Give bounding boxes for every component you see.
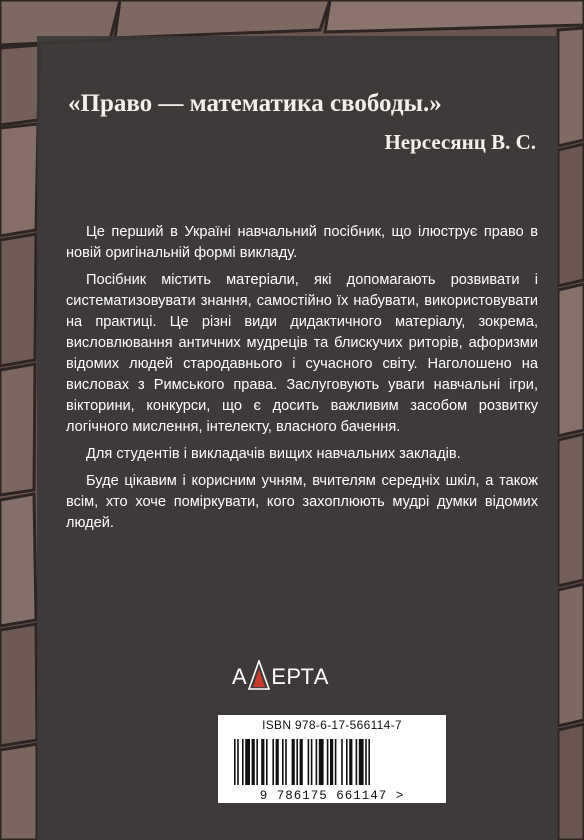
epigraph-author: Нерсесянц В. С. [384, 130, 536, 154]
paragraph: Буде цікавим і корисним учням, вчителям середніх шкіл, а також всім, хто хоче поміркувати, кого захоплюють мудрі думки відомих людей. [66, 473, 538, 531]
isbn-label: ISBN 978-6-17-566114-7 [218, 715, 446, 735]
paragraph: Для студентів і викладачів вищих навчальних закладів. [86, 446, 461, 462]
barcode-bars [232, 739, 432, 785]
paragraph: Посібник містить матеріали, які допомагають розвивати і систематизовувати знання, самостійно їх набувати, використовувати на практиці. Це різні види дидактичного матеріалу, зокрема, висловлювання античних мудреців та блискучих риторів, афоризми відомих людей стародавнього і сучасного світу. Наголошено на висловах з Римського права. Заслуговують уваги навчальні ігри, вікторини, конкурси, що є досить важливим засобом розвитку логічного мислення, інтелекту, власного бачення. [66, 272, 538, 435]
logo-mark-icon [248, 660, 270, 690]
barcode-digits: 9 786175 661147 > [259, 789, 405, 803]
epigraph-quote: «Право — математика свободы.» [68, 90, 442, 117]
logo-text-right: ЕРТА [271, 664, 329, 689]
barcode [218, 735, 446, 803]
paragraph: Це перший в Україні навчальний посібник, що ілюструє право в новій оригінальній формі викладу. [66, 224, 538, 261]
description-text [66, 222, 538, 540]
publisher-logo [232, 656, 329, 690]
logo-text-left: А [232, 664, 248, 689]
